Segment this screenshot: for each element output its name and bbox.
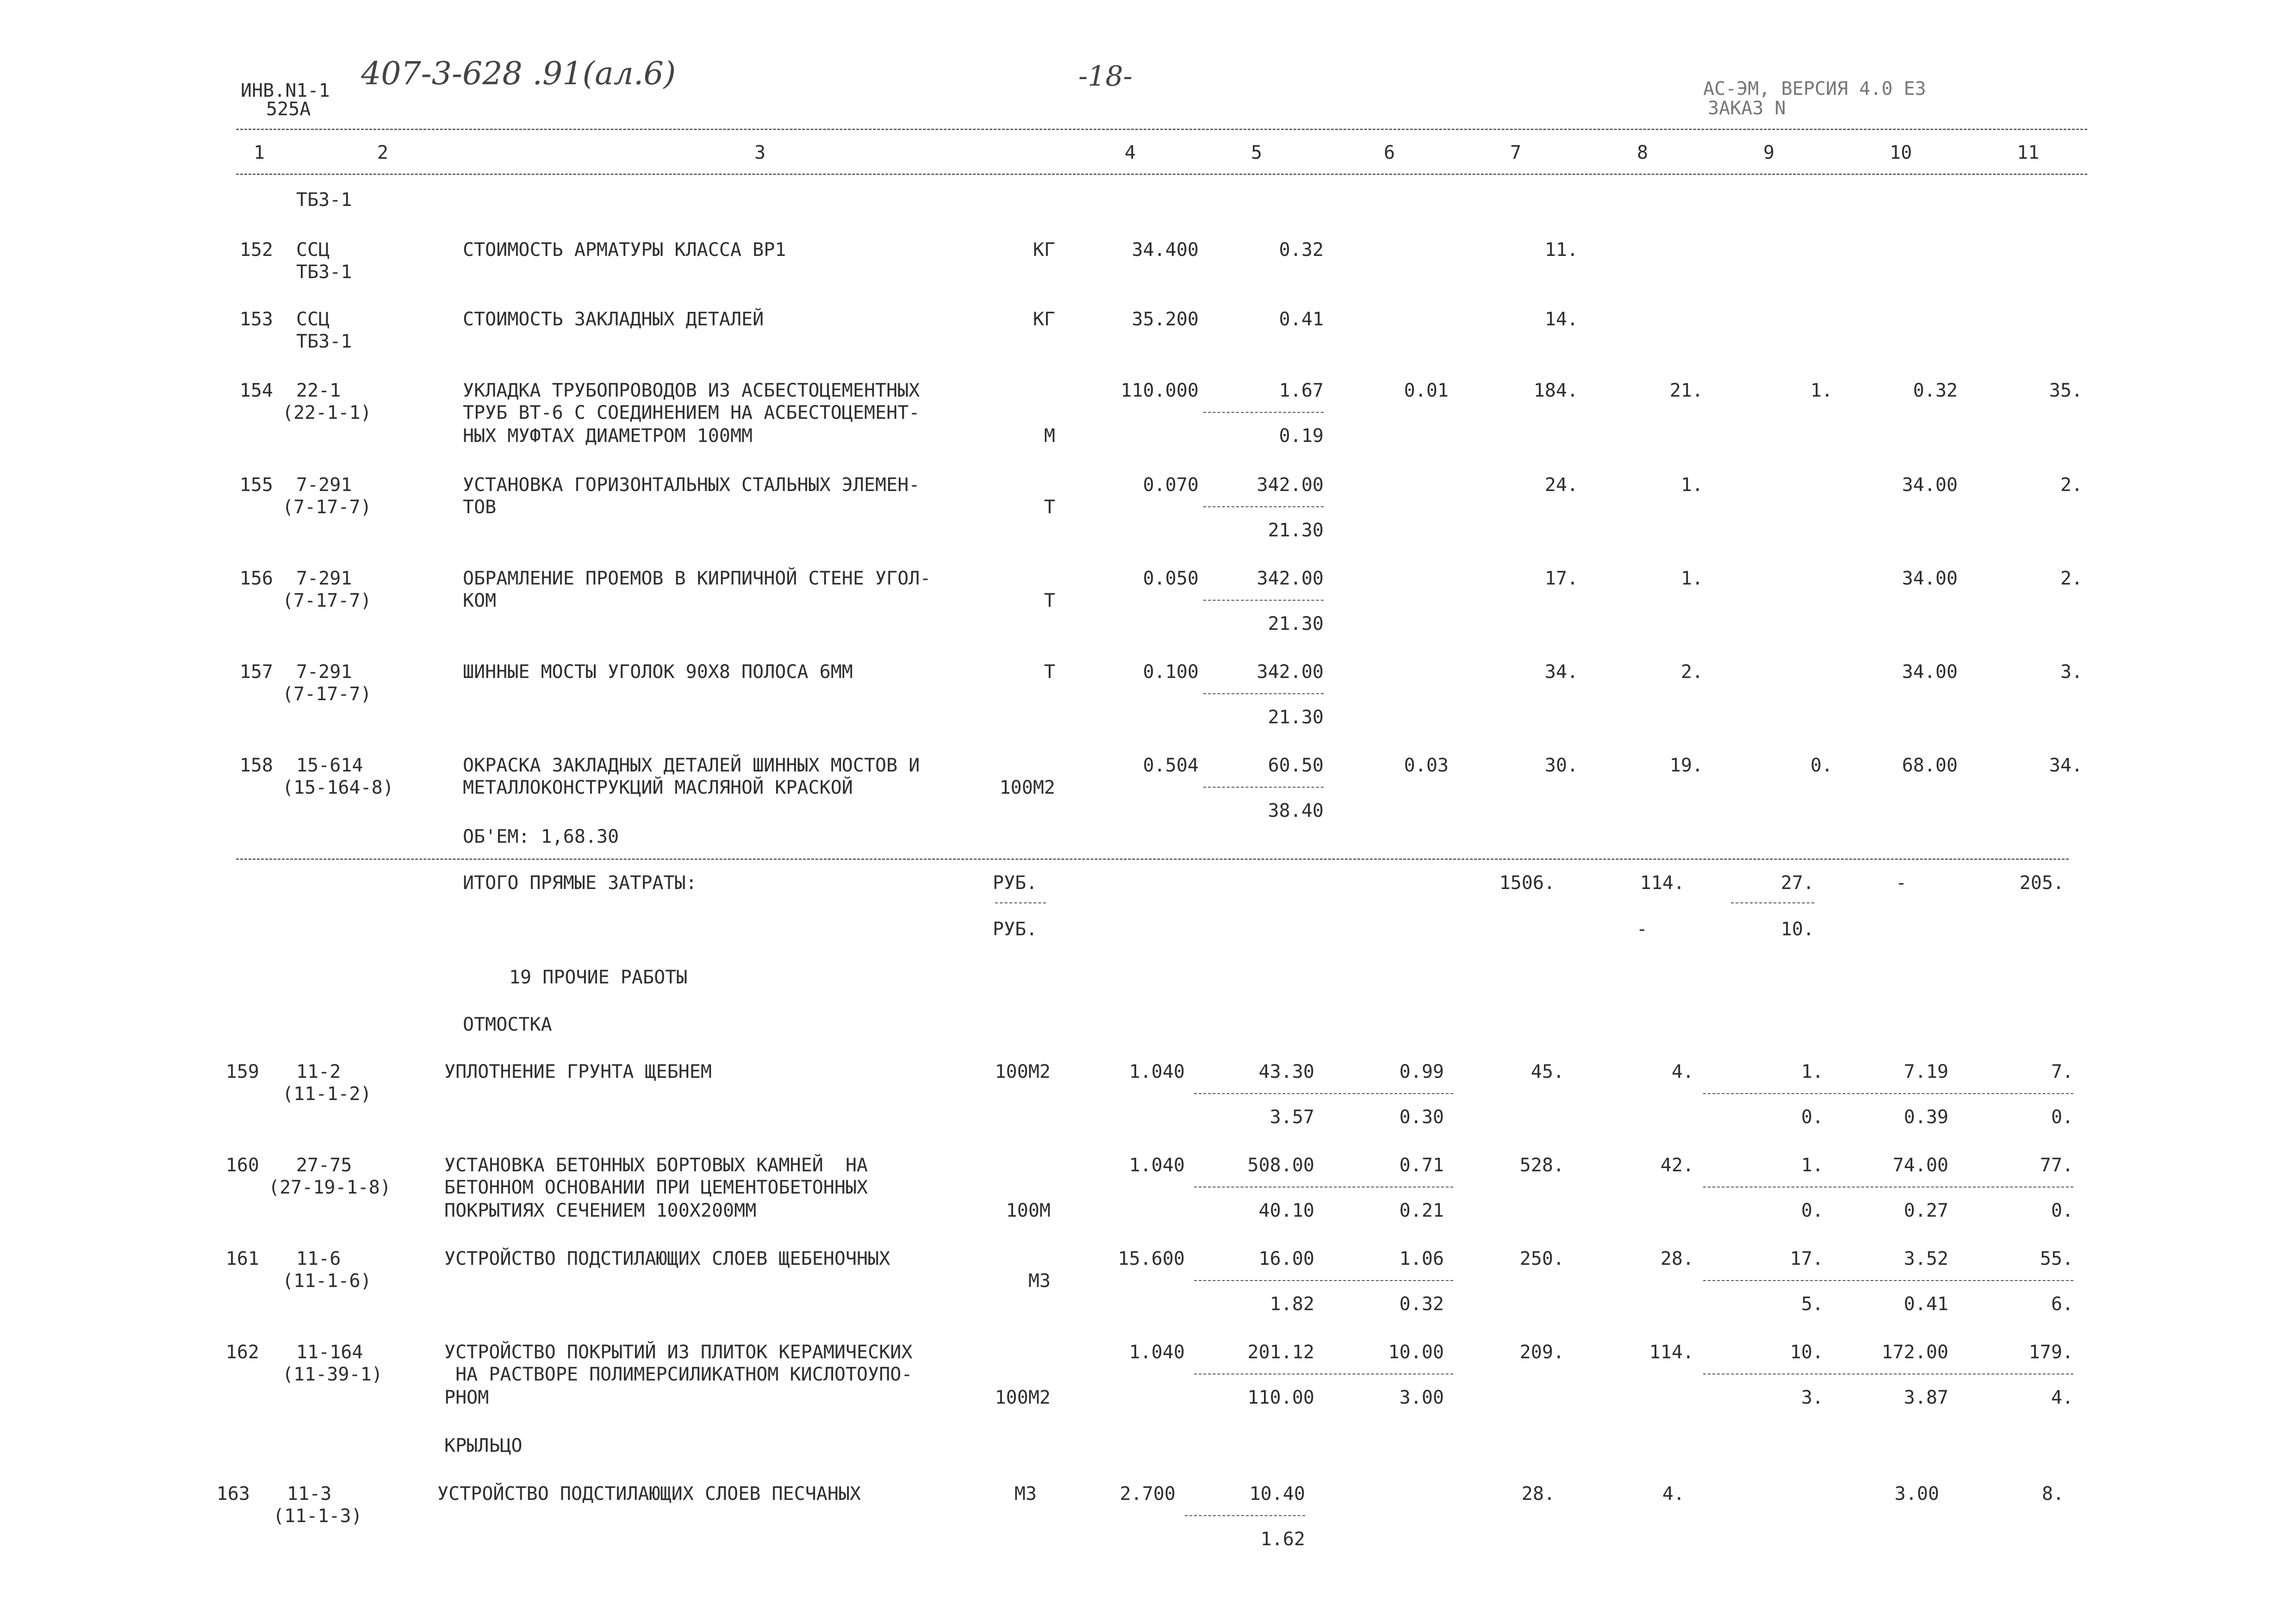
- labor-unit-cell: 0.32: [1913, 380, 1958, 401]
- sub-separator: [1703, 1280, 2073, 1281]
- wage-cost-cell: 3.57: [1269, 1107, 1314, 1128]
- description-line: УСТРОЙСТВО ПОКРЫТИЙ ИЗ ПЛИТОК КЕРАМИЧЕСКИХ: [444, 1342, 913, 1363]
- row-number: 154: [239, 380, 273, 401]
- column-header-rule: [236, 174, 2087, 175]
- description-line: НА РАСТВОРЕ ПОЛИМЕРСИЛИКАТНОМ КИСЛОТОУПО-: [444, 1364, 913, 1385]
- col-header-10: 10: [1890, 142, 1912, 163]
- totals-unit-separator: [995, 902, 1046, 903]
- unit-cost-cell: 508.00: [1247, 1155, 1314, 1176]
- quantity-cell: 35.200: [1132, 309, 1199, 330]
- order-number: ЗАКАЗ N: [1708, 98, 1786, 119]
- unit-cell: КГ: [1033, 239, 1055, 261]
- unit-cost-cell: 1.67: [1279, 380, 1324, 401]
- wage-total-cell: 21.: [1669, 380, 1703, 401]
- totals-label: ИТОГО ПРЯМЫЕ ЗАТРАТЫ:: [463, 872, 697, 894]
- labor-total-cell: 3.: [2060, 661, 2083, 683]
- quantity-cell: 1.040: [1129, 1061, 1185, 1082]
- unit-cell: Т: [1044, 661, 1055, 683]
- code-cell: 7-291: [296, 568, 352, 589]
- totals-cost: 1506.: [1499, 872, 1555, 894]
- total-cost-cell: 30.: [1544, 755, 1578, 776]
- machine-cost-cell: 0.01: [1404, 380, 1449, 401]
- section-title: 19 ПРОЧИЕ РАБОТЫ: [509, 967, 688, 988]
- code-cell: 11-164: [296, 1342, 363, 1363]
- quantity-cell: 0.100: [1143, 661, 1199, 683]
- sub-separator: [1703, 1187, 2073, 1188]
- total-cost-cell: 34.: [1544, 661, 1578, 683]
- col-header-5: 5: [1251, 142, 1263, 163]
- wage-total-cell: 4.: [1662, 1483, 1685, 1505]
- code-cell: 22-1: [296, 380, 341, 401]
- machine-wage-cell: 0.32: [1399, 1293, 1444, 1315]
- sub-separator: [1203, 412, 1324, 413]
- col-header-7: 7: [1510, 142, 1522, 163]
- col-header-2: 2: [377, 142, 389, 163]
- unit-cost-cell: 0.32: [1279, 239, 1324, 261]
- total-cost-cell: 14.: [1544, 309, 1578, 330]
- unit-cost-cell: 60.50: [1268, 755, 1324, 776]
- labor-unit-secondary: 0.41: [1904, 1293, 1948, 1315]
- code-cell-secondary: (11-1-6): [282, 1270, 372, 1292]
- code-cell-secondary: (15-164-8): [282, 777, 394, 798]
- labor-unit-cell: 74.00: [1892, 1155, 1948, 1176]
- totals-wage: 114.: [1640, 872, 1685, 894]
- quantity-cell: 2.700: [1120, 1483, 1176, 1505]
- description-line: РНОМ: [444, 1387, 489, 1408]
- description-line: ШИННЫЕ МОСТЫ УГОЛОК 90Х8 ПОЛОСА 6ММ: [463, 661, 853, 683]
- unit-cell: 100М: [1006, 1200, 1051, 1221]
- labor-unit-cell: 172.00: [1881, 1342, 1948, 1363]
- total-cost-cell: 24.: [1544, 474, 1578, 496]
- col-header-9: 9: [1763, 142, 1775, 163]
- description-line: БЕТОННОМ ОСНОВАНИИ ПРИ ЦЕМЕНТОБЕТОННЫХ: [444, 1177, 868, 1198]
- machine-total-cell: 1.: [1801, 1061, 1823, 1082]
- description-line: УСТРОЙСТВО ПОДСТИЛАЮЩИХ СЛОЕВ ЩЕБЕНОЧНЫХ: [444, 1248, 890, 1269]
- description-line: УСТРОЙСТВО ПОДСТИЛАЮЩИХ СЛОЕВ ПЕСЧАНЫХ: [437, 1483, 861, 1505]
- total-cost-cell: 528.: [1519, 1155, 1564, 1176]
- page-number: -18-: [1078, 60, 1132, 93]
- handwritten-doc-code: 407-3-628 .91(ал.6): [361, 56, 676, 92]
- labor-total-cell: 8.: [2041, 1483, 2064, 1505]
- row-number: 156: [239, 568, 273, 589]
- quantity-cell: 110.000: [1120, 380, 1199, 401]
- labor-unit-secondary: 0.39: [1904, 1107, 1948, 1128]
- unit-cost-cell: 10.40: [1249, 1483, 1305, 1505]
- labor-total-secondary: 4.: [2051, 1387, 2073, 1408]
- quantity-cell: 1.040: [1129, 1155, 1185, 1176]
- row-number: 161: [225, 1248, 259, 1269]
- code-cell: 11-3: [287, 1483, 332, 1505]
- machine-total-cell: 0.: [1810, 755, 1833, 776]
- code-cell-secondary: (11-1-2): [282, 1083, 372, 1105]
- wage-total-cell: 42.: [1660, 1155, 1694, 1176]
- machine-total-cell: 17.: [1790, 1248, 1823, 1269]
- col-header-4: 4: [1125, 142, 1136, 163]
- unit-cell: М: [1044, 425, 1055, 447]
- wage-cost-cell: 40.10: [1258, 1200, 1314, 1221]
- unit-cost-cell: 342.00: [1257, 568, 1324, 589]
- unit-cell: 100М2: [995, 1387, 1051, 1408]
- header-rule: [236, 129, 2087, 130]
- unit-cost-cell: 201.12: [1247, 1342, 1314, 1363]
- machine-wage-cell: 0.30: [1399, 1107, 1444, 1128]
- unit-cost-cell: 16.00: [1258, 1248, 1314, 1269]
- total-cost-cell: 11.: [1544, 239, 1578, 261]
- totals-unit: РУБ.: [993, 872, 1038, 894]
- unit-cost-cell: 342.00: [1257, 661, 1324, 683]
- labor-total-cell: 2.: [2060, 568, 2083, 589]
- quantity-cell: 0.070: [1143, 474, 1199, 496]
- description-line: КОМ: [463, 590, 497, 611]
- labor-total-cell: 77.: [2040, 1155, 2073, 1176]
- machine-total-cell: 1.: [1810, 380, 1833, 401]
- wage-total-cell: 1.: [1680, 474, 1703, 496]
- wage-cost-cell: 21.30: [1268, 707, 1324, 728]
- unit-cell: КГ: [1033, 309, 1055, 330]
- quantity-cell: 0.504: [1143, 755, 1199, 776]
- labor-unit-cell: 34.00: [1902, 568, 1958, 589]
- description-line: ТРУБ ВТ-6 С СОЕДИНЕНИЕМ НА АСБЕСТОЦЕМЕНТ-: [463, 402, 920, 423]
- col-header-3: 3: [754, 142, 766, 163]
- unit-cell: 100М2: [999, 777, 1055, 798]
- wage-total-cell: 19.: [1669, 755, 1703, 776]
- labor-unit-secondary: 0.27: [1904, 1200, 1948, 1221]
- wage-cost-cell: 0.19: [1279, 425, 1324, 447]
- labor-total-cell: 35.: [2049, 380, 2083, 401]
- sub-separator: [1194, 1093, 1453, 1094]
- labor-unit-secondary: 3.87: [1904, 1387, 1948, 1408]
- sub-separator: [1203, 600, 1324, 601]
- volume-note: ОБ'ЕМ: 1,68.30: [463, 826, 619, 847]
- totals-machine-wage: 10.: [1780, 919, 1814, 940]
- description-line: ТОВ: [463, 497, 497, 518]
- row-number: 162: [225, 1342, 259, 1363]
- labor-total-cell: 55.: [2040, 1248, 2073, 1269]
- code-cell-secondary: (7-17-7): [282, 497, 372, 518]
- unit-cost-cell: 0.41: [1279, 309, 1324, 330]
- total-cost-cell: 250.: [1519, 1248, 1564, 1269]
- sub-separator: [1203, 787, 1324, 788]
- machine-wage-total-cell: 0.: [1801, 1107, 1823, 1128]
- row-number: 160: [225, 1155, 259, 1176]
- quantity-cell: 0.050: [1143, 568, 1199, 589]
- unit-cost-cell: 43.30: [1258, 1061, 1314, 1082]
- labor-total-secondary: 0.: [2051, 1200, 2073, 1221]
- machine-wage-cell: 3.00: [1399, 1387, 1444, 1408]
- subsection-title: КРЫЛЬЦО: [444, 1435, 523, 1456]
- col-header-8: 8: [1637, 142, 1649, 163]
- labor-unit-cell: 68.00: [1902, 755, 1958, 776]
- labor-unit-cell: 3.52: [1904, 1248, 1948, 1269]
- machine-cost-cell: 0.71: [1399, 1155, 1444, 1176]
- labor-total-cell: 2.: [2060, 474, 2083, 496]
- wage-total-cell: 114.: [1649, 1342, 1694, 1363]
- total-cost-cell: 209.: [1519, 1342, 1564, 1363]
- section-rule: [236, 858, 2069, 860]
- totals-wage-secondary: -: [1636, 919, 1648, 940]
- description-line: СТОИМОСТЬ АРМАТУРЫ КЛАССА ВР1: [463, 239, 786, 261]
- code-cell: 7-291: [296, 474, 352, 496]
- subsection-title: ОТМОСТКА: [463, 1014, 552, 1035]
- sub-separator: [1185, 1515, 1305, 1516]
- code-cell: 11-2: [296, 1061, 341, 1082]
- wage-cost-cell: 21.30: [1268, 613, 1324, 634]
- code-cell-secondary: (27-19-1-8): [268, 1177, 391, 1198]
- sub-separator: [1194, 1280, 1453, 1281]
- wage-cost-cell: 1.82: [1269, 1293, 1314, 1315]
- code-cell: 15-614: [296, 755, 363, 776]
- machine-total-cell: 1.: [1801, 1155, 1823, 1176]
- code-cell: ССЦ: [296, 309, 330, 330]
- labor-total-cell: 7.: [2051, 1061, 2073, 1082]
- row-number: 155: [239, 474, 273, 496]
- software-version: АС-ЭМ, ВЕРСИЯ 4.0 ЕЗ: [1703, 78, 1926, 99]
- code-cell-secondary: (22-1-1): [282, 402, 372, 423]
- code-cell: 11-6: [296, 1248, 341, 1269]
- description-line: УСТАНОВКА БЕТОННЫХ БОРТОВЫХ КАМНЕЙ НА: [444, 1155, 868, 1176]
- description-line: ПОКРЫТИЯХ СЕЧЕНИЕМ 100Х200ММ: [444, 1200, 757, 1221]
- unit-cell: М3: [1014, 1483, 1037, 1505]
- unit-cell: М3: [1028, 1270, 1051, 1292]
- wage-total-cell: 1.: [1680, 568, 1703, 589]
- total-cost-cell: 184.: [1533, 380, 1578, 401]
- total-cost-cell: 45.: [1531, 1061, 1564, 1082]
- sub-separator: [1203, 506, 1324, 507]
- machine-wage-total-cell: 3.: [1801, 1387, 1823, 1408]
- unit-cell: Т: [1044, 497, 1055, 518]
- row-number: 153: [239, 309, 273, 330]
- labor-unit-cell: 7.19: [1904, 1061, 1948, 1082]
- description-line: ОБРАМЛЕНИЕ ПРОЕМОВ В КИРПИЧНОЙ СТЕНЕ УГОЛ-: [463, 568, 931, 589]
- description-line: УПЛОТНЕНИЕ ГРУНТА ЩЕБНЕМ: [444, 1061, 712, 1082]
- description-line: СТОИМОСТЬ ЗАКЛАДНЫХ ДЕТАЛЕЙ: [463, 309, 764, 330]
- machine-total-cell: 10.: [1790, 1342, 1823, 1363]
- quantity-cell: 34.400: [1132, 239, 1199, 261]
- labor-unit-cell: 34.00: [1902, 661, 1958, 683]
- unit-cell: 100М2: [995, 1061, 1051, 1082]
- description-line: НЫХ МУФТАХ ДИАМЕТРОМ 100ММ: [463, 425, 753, 447]
- totals-machine: 27.: [1780, 872, 1814, 894]
- totals-machine-separator: [1731, 902, 1814, 903]
- description-line: УСТАНОВКА ГОРИЗОНТАЛЬНЫХ СТАЛЬНЫХ ЭЛЕМЕН-: [463, 474, 920, 496]
- code-cell-secondary: ТБЗ-1: [296, 331, 352, 352]
- wage-cost-cell: 1.62: [1260, 1529, 1305, 1550]
- description-line: УКЛАДКА ТРУБОПРОВОДОВ ИЗ АСБЕСТОЦЕМЕНТНЫХ: [463, 380, 920, 401]
- machine-cost-cell: 10.00: [1388, 1342, 1444, 1363]
- labor-total-secondary: 0.: [2051, 1107, 2073, 1128]
- wage-cost-cell: 21.30: [1268, 520, 1324, 541]
- machine-wage-total-cell: 0.: [1801, 1200, 1823, 1221]
- code-cell-secondary: (11-1-3): [273, 1505, 362, 1527]
- quantity-cell: 1.040: [1129, 1342, 1185, 1363]
- labor-total-secondary: 6.: [2051, 1293, 2073, 1315]
- wage-total-cell: 4.: [1671, 1061, 1694, 1082]
- wage-total-cell: 28.: [1660, 1248, 1694, 1269]
- code-cell: ССЦ: [296, 239, 330, 261]
- machine-cost-cell: 0.03: [1404, 755, 1449, 776]
- code-cell-secondary: (7-17-7): [282, 590, 372, 611]
- labor-unit-cell: 34.00: [1902, 474, 1958, 496]
- wage-total-cell: 2.: [1680, 661, 1703, 683]
- totals-labor-unit: -: [1895, 872, 1907, 894]
- col-header-6: 6: [1384, 142, 1395, 163]
- description-line: МЕТАЛЛОКОНСТРУКЦИЙ МАСЛЯНОЙ КРАСКОЙ: [463, 777, 853, 798]
- total-cost-cell: 17.: [1544, 568, 1578, 589]
- row-number: 163: [216, 1483, 250, 1505]
- unit-cost-cell: 342.00: [1257, 474, 1324, 496]
- labor-total-cell: 34.: [2049, 755, 2083, 776]
- totals-unit-secondary: РУБ.: [993, 919, 1038, 940]
- row-number: 158: [239, 755, 273, 776]
- row-number: 157: [239, 661, 273, 683]
- col-header-11: 11: [2017, 142, 2040, 163]
- sub-separator: [1703, 1093, 2073, 1094]
- col-header-1: 1: [254, 142, 265, 163]
- row-number: 159: [225, 1061, 259, 1082]
- wage-cost-cell: 38.40: [1268, 800, 1324, 821]
- description-line: ОКРАСКА ЗАКЛАДНЫХ ДЕТАЛЕЙ ШИННЫХ МОСТОВ И: [463, 755, 920, 776]
- sub-separator: [1203, 693, 1324, 694]
- machine-wage-total-cell: 5.: [1801, 1293, 1823, 1315]
- labor-unit-cell: 3.00: [1894, 1483, 1939, 1505]
- total-cost-cell: 28.: [1521, 1483, 1555, 1505]
- code-cell-secondary: (7-17-7): [282, 684, 372, 705]
- machine-cost-cell: 0.99: [1399, 1061, 1444, 1082]
- code-cell-secondary: (11-39-1): [282, 1364, 383, 1385]
- inventory-sub: 525А: [266, 99, 311, 120]
- machine-cost-cell: 1.06: [1399, 1248, 1444, 1269]
- wage-cost-cell: 110.00: [1247, 1387, 1314, 1408]
- code-cell: 27-75: [296, 1155, 352, 1176]
- quantity-cell: 15.600: [1118, 1248, 1185, 1269]
- totals-labor: 205.: [2019, 872, 2064, 894]
- code-cell: ТБЗ-1: [296, 189, 352, 211]
- sub-separator: [1194, 1187, 1453, 1188]
- labor-total-cell: 179.: [2028, 1342, 2073, 1363]
- machine-wage-cell: 0.21: [1399, 1200, 1444, 1221]
- row-number: 152: [239, 239, 273, 261]
- code-cell: 7-291: [296, 661, 352, 683]
- inventory-label: ИНВ.N1-1: [241, 80, 330, 101]
- unit-cell: Т: [1044, 590, 1055, 611]
- code-cell-secondary: ТБЗ-1: [296, 261, 352, 283]
